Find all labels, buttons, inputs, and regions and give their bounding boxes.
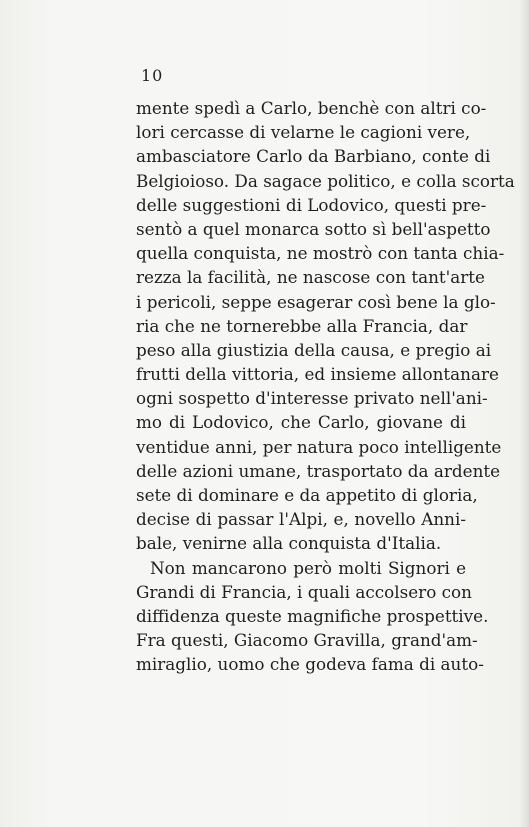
text-line: delle suggestioni di Lodovico, questi pre- xyxy=(136,194,487,215)
text-line: ria che ne tornerebbe alla Francia, dar xyxy=(136,315,468,336)
text-line: Grandi di Francia, i quali accolsero con xyxy=(136,581,472,602)
text-line: miraglio, uomo che godeva fama di auto- xyxy=(136,654,484,675)
text-line: mente spedì a Carlo, benchè con altri co- xyxy=(136,98,487,118)
text-line: lori cercasse di velarne le cagioni vere, xyxy=(136,122,471,143)
text-line: peso alla giustizia della causa, e pregio ai xyxy=(136,339,492,360)
text-line: delle azioni umane, trasportato da ardente xyxy=(136,460,501,481)
text-line: sete di dominare e da appetito di gloria, xyxy=(136,485,478,505)
text-line: sentò a quel monarca sotto sì bell'aspetto xyxy=(136,218,491,239)
text-line: ambasciatore Carlo da Barbiano, conte di xyxy=(136,146,491,167)
text-line: bale, venirne alla conquista d'Italia. xyxy=(136,533,442,554)
text-line: mo di Lodovico, che Carlo, giovane di xyxy=(136,412,466,433)
text-line: frutti della vittoria, ed insieme allontanare xyxy=(136,364,499,385)
text-line: rezza la facilità, ne nascose con tant'arte xyxy=(136,267,485,288)
body-text xyxy=(136,96,515,677)
text-line: ventidue anni, per natura poco intelligente xyxy=(136,436,502,457)
text-line: Fra questi, Giacomo Gravilla, grand'am- xyxy=(136,630,478,651)
text-line: diffidenza queste magnifiche prospettive. xyxy=(136,605,489,626)
text-line: ogni sospetto d'interesse privato nell'ani- xyxy=(136,388,488,409)
text-line: i pericoli, seppe esagerar così bene la glo- xyxy=(136,291,496,312)
text-line: Belgioioso. Da sagace politico, e colla scorta xyxy=(136,170,515,191)
text-line: decise di passar l'Alpi, e, novello Anni- xyxy=(136,509,466,530)
page-spine-shadow xyxy=(519,0,529,827)
text-line: quella conquista, ne mostrò con tanta chia- xyxy=(136,243,505,264)
text-line: Non mancarono però molti Signori e xyxy=(150,557,466,578)
page-number: 10 xyxy=(141,66,164,85)
